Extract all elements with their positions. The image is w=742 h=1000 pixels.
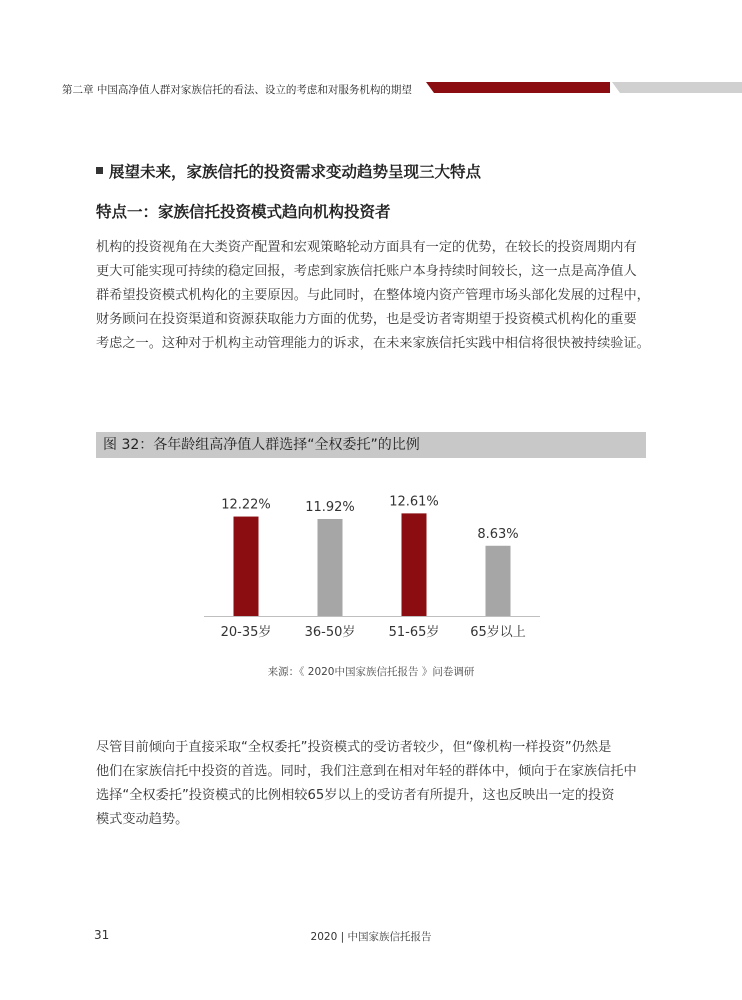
footer-title: 2020 | 中国家族信托报告 (310, 931, 432, 943)
paragraph-line: 模式变动趋势。 (96, 812, 189, 827)
value-label-2: 12.61% (389, 494, 439, 510)
feature-heading: 特点一：家族信托投资模式趋向机构投资者 (96, 203, 391, 221)
body-paragraph-2 (96, 736, 648, 832)
paragraph-line: 更大可能实现可持续的稳定回报，考虑到家族信托账户本身持续时间较长，这一点是高净值人 (96, 264, 637, 279)
paragraph-line: 财务顾问在投资渠道和资源获取能力方面的优势，也是受访者寄期望于投资模式机构化的重要 (96, 312, 637, 327)
paragraph-line: 群希望投资模式机构化的主要原因。与此同时，在整体境内资产管理市场头部化发展的过程中， (96, 288, 650, 303)
header-accent-bar (426, 82, 610, 93)
paragraph-line: 机构的投资视角在大类资产配置和宏观策略轮动方面具有一定的优势，在较长的投资周期内有 (96, 240, 637, 255)
value-label-3: 8.63% (477, 526, 519, 542)
category-label-0: 20-35岁 (220, 625, 272, 640)
bar-1 (318, 519, 343, 616)
bar-3 (486, 546, 511, 616)
category-label-2: 51-65岁 (388, 625, 440, 640)
chapter-header: 第二章 中国高净值人群对家族信托的看法、设立的考虑和对服务机构的期望 (62, 84, 412, 96)
paragraph-line: 尽管目前倾向于直接采取“全权委托”投资模式的受访者较少，但“像机构一样投资”仍然是 (96, 740, 612, 755)
paragraph-line: 考虑之一。这种对于机构主动管理能力的诉求，在未来家族信托实践中相信将很快被持续验证。 (96, 336, 650, 351)
bar-0 (234, 517, 259, 616)
page-number: 31 (94, 928, 110, 942)
bar-2 (402, 513, 427, 616)
body-paragraph-1 (96, 236, 648, 356)
section-heading-text: 展望未来，家族信托的投资需求变动趋势呈现三大特点 (109, 163, 482, 181)
square-bullet-icon (96, 167, 103, 174)
value-label-0: 12.22% (221, 497, 271, 513)
paragraph-line: 他们在家族信托中投资的首选。同时，我们注意到在相对年轻的群体中，倾向于在家族信托中 (96, 764, 637, 779)
category-label-1: 36-50岁 (304, 625, 356, 640)
bar-chart (200, 480, 540, 645)
header-gray-bar (612, 82, 742, 93)
figure-caption: 图 32：各年龄组高净值人群选择“全权委托”的比例 (96, 432, 646, 458)
paragraph-line: 选择“全权委托”投资模式的比例相较65岁以上的受访者有所提升，这也反映出一定的投资 (96, 788, 615, 803)
category-label-3: 65岁以上 (470, 625, 526, 640)
figure-source: 来源：《 2020中国家族信托报告 》问卷调研 (267, 666, 475, 678)
section-heading (96, 160, 481, 182)
value-label-1: 11.92% (305, 499, 355, 515)
